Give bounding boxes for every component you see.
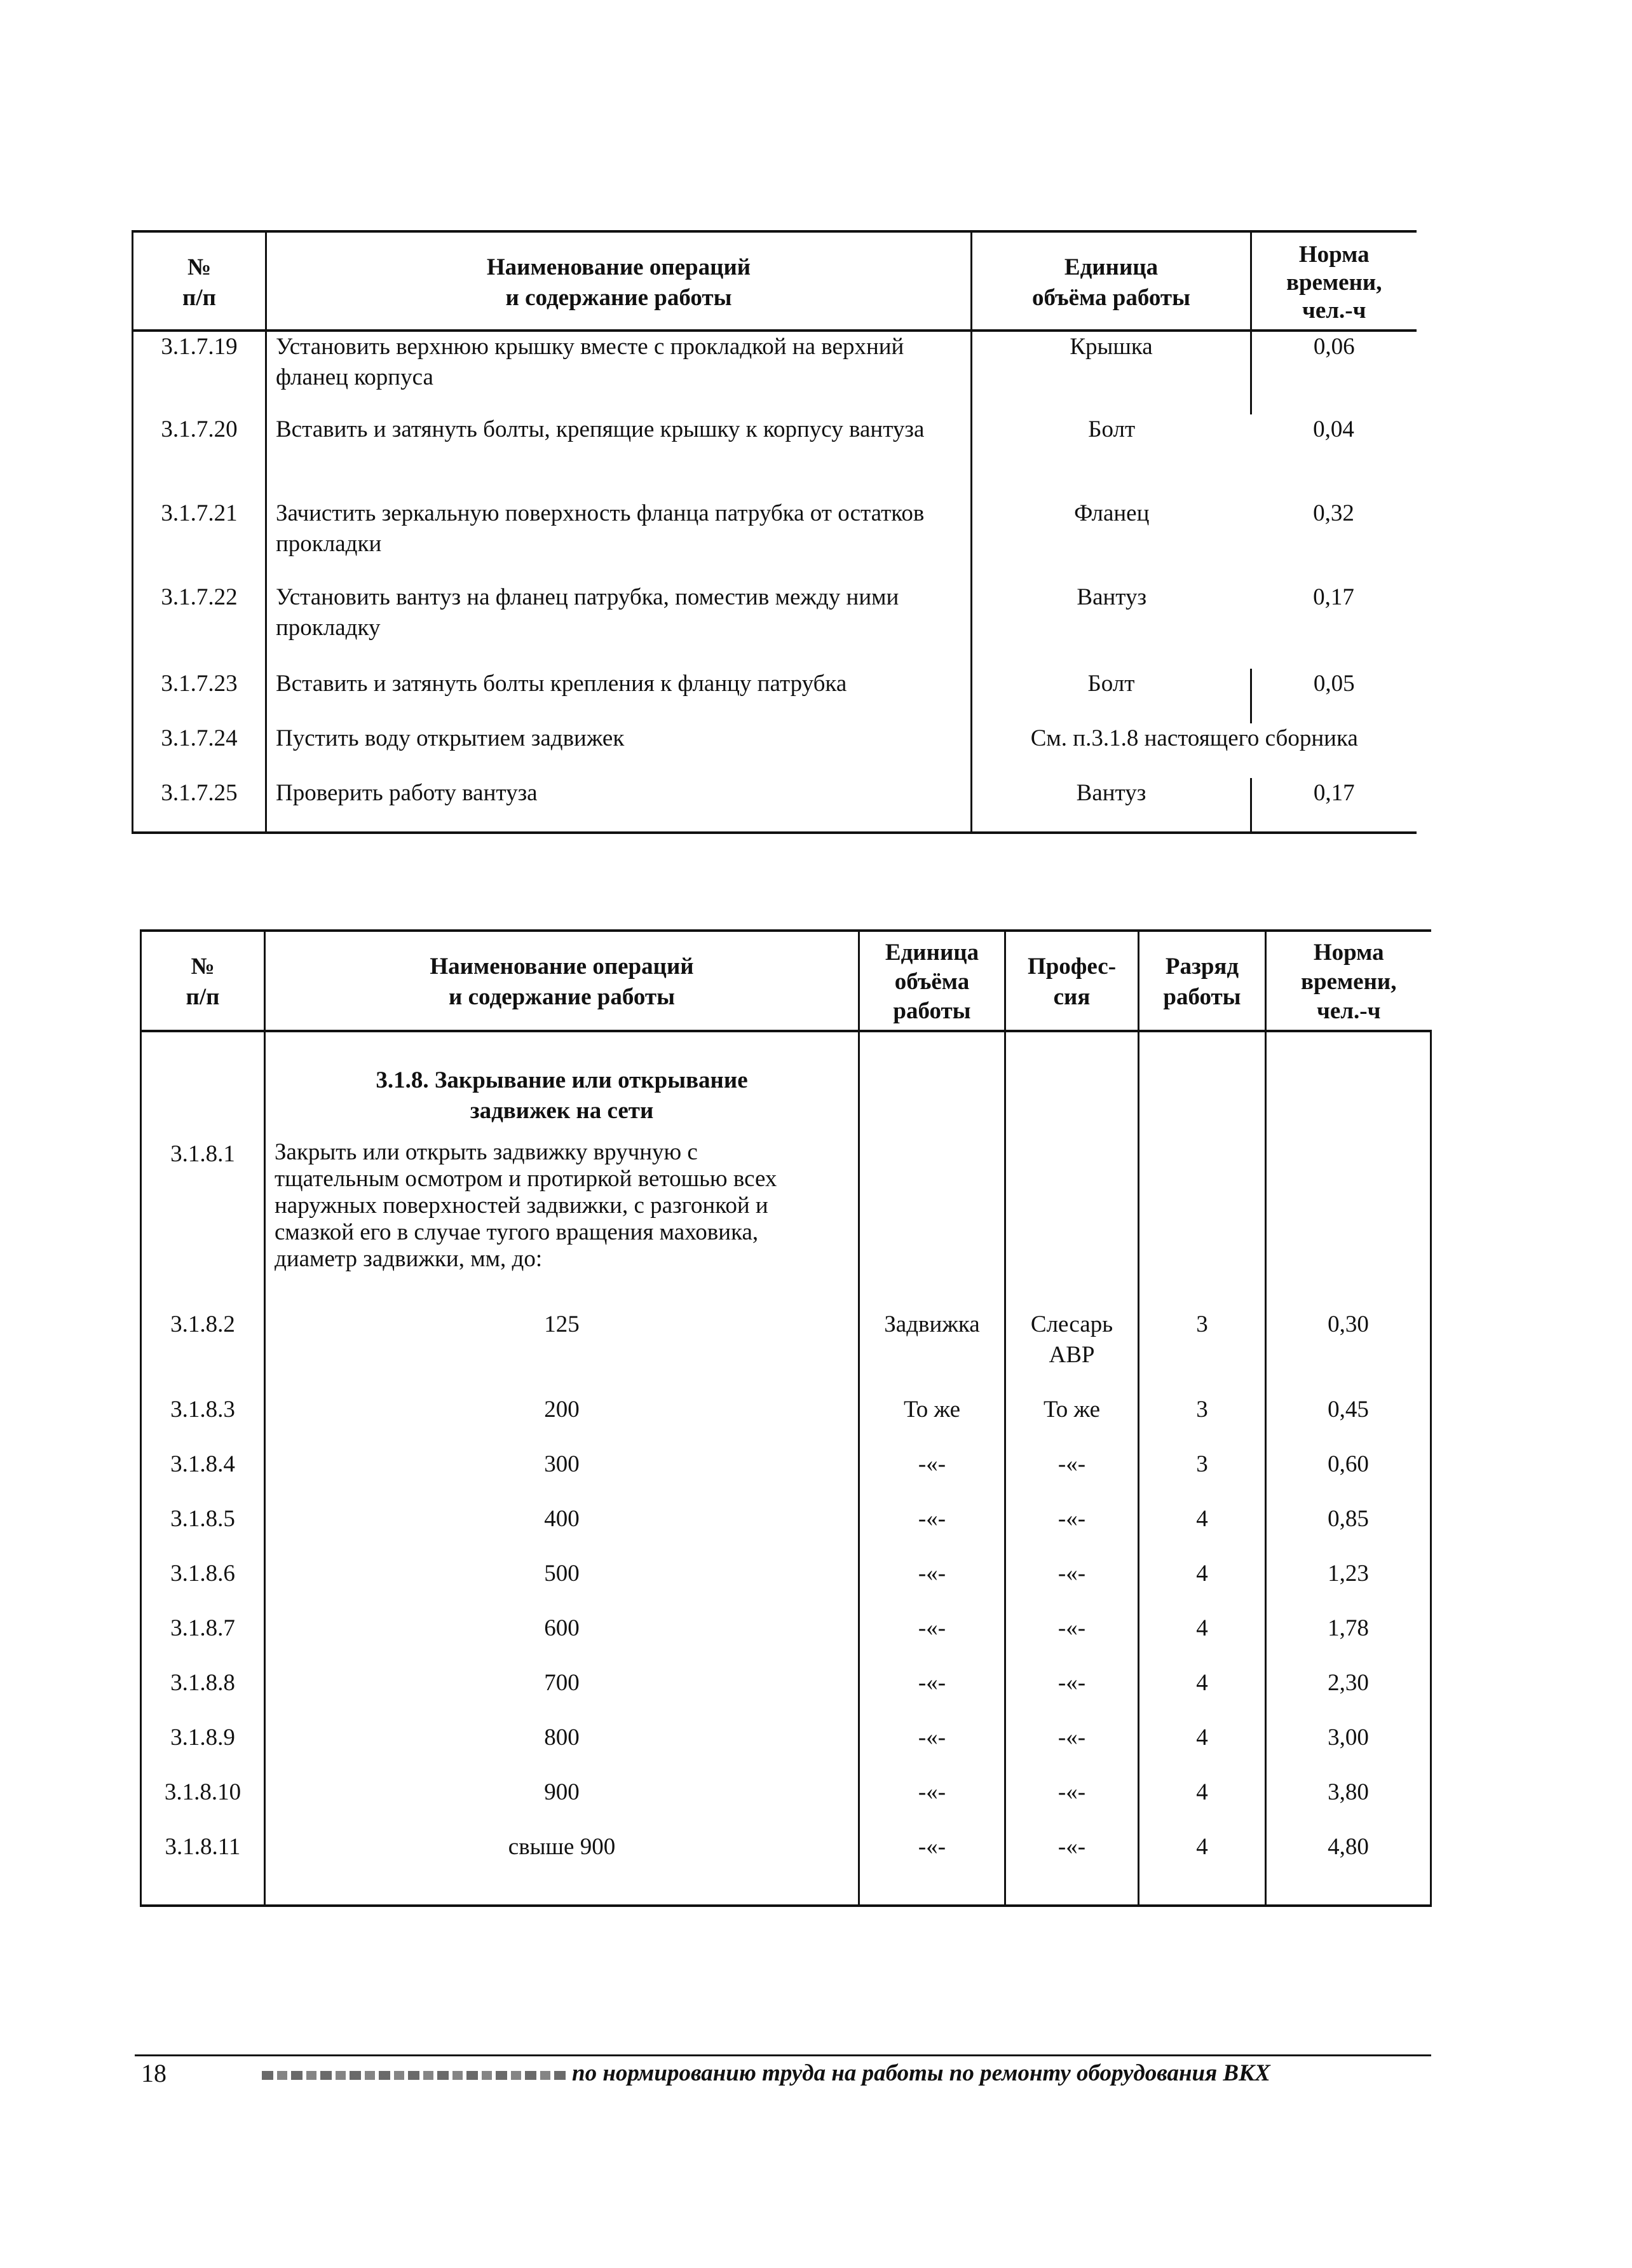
- unit-cell: -«-: [859, 1449, 1005, 1504]
- table-row: [141, 1139, 1431, 1309]
- row-number: 3.1.7.23: [133, 669, 266, 723]
- norm-cell: 0,45: [1266, 1395, 1431, 1449]
- table-row: [141, 1449, 1431, 1504]
- table-row: [133, 331, 1417, 414]
- unit-cell: -«-: [859, 1559, 1005, 1613]
- row-number: 3.1.8.2: [141, 1309, 265, 1395]
- row-number: 3.1.7.22: [133, 582, 266, 669]
- table-row: [133, 582, 1417, 669]
- norm-cell: 0,06: [1251, 331, 1417, 414]
- unit-cell: Болт: [972, 669, 1251, 723]
- grade-cell: 3: [1139, 1395, 1266, 1449]
- table-row: [141, 1668, 1431, 1723]
- row-number: 3.1.7.25: [133, 778, 266, 833]
- row-number: 3.1.8.6: [141, 1559, 265, 1613]
- diameter-cell: свыше 900: [265, 1832, 859, 1906]
- header-number: № п/п: [133, 231, 266, 331]
- unit-cell: -«-: [859, 1613, 1005, 1668]
- diameter-cell: 600: [265, 1613, 859, 1668]
- profession-cell: -«-: [1005, 1504, 1139, 1559]
- table-row: [133, 778, 1417, 833]
- section-row: [141, 1031, 1431, 1139]
- norm-cell: 0,60: [1266, 1449, 1431, 1504]
- table-row: [133, 669, 1417, 723]
- row-number: 3.1.7.19: [133, 331, 266, 414]
- footer-text: по нормированию труда на работы по ремонту оборудования ВКХ: [572, 2060, 1270, 2086]
- operation-text: Вставить и затянуть болты, крепящие крышку к корпусу вантуза: [266, 414, 972, 498]
- footer-rule: [135, 2054, 1431, 2056]
- unit-cell: Вантуз: [972, 778, 1251, 833]
- page-number: 18: [141, 2059, 167, 2087]
- row-number: 3.1.7.24: [133, 723, 266, 778]
- norm-cell: 1,78: [1266, 1613, 1431, 1668]
- row-number: 3.1.8.5: [141, 1504, 265, 1559]
- profession-cell: То же: [1005, 1395, 1139, 1449]
- unit-cell: -«-: [859, 1777, 1005, 1832]
- grade-cell: 4: [1139, 1504, 1266, 1559]
- grade-cell: 4: [1139, 1832, 1266, 1906]
- header-grade: Разряд работы: [1139, 931, 1266, 1031]
- diameter-cell: 125: [265, 1309, 859, 1395]
- diameter-cell: 800: [265, 1723, 859, 1777]
- grade-cell: 4: [1139, 1668, 1266, 1723]
- profession-cell: -«-: [1005, 1832, 1139, 1906]
- row-number: 3.1.7.20: [133, 414, 266, 498]
- table-row: [141, 1832, 1431, 1906]
- grade-cell: 4: [1139, 1559, 1266, 1613]
- unit-cell: Вантуз: [972, 582, 1251, 669]
- header-unit: Единица объёма работы: [972, 231, 1251, 331]
- header-number: № п/п: [141, 931, 265, 1031]
- row-number: 3.1.8.9: [141, 1723, 265, 1777]
- row-number: 3.1.8.3: [141, 1395, 265, 1449]
- table-row: [141, 1309, 1431, 1395]
- operations-table-2: [140, 929, 1432, 1907]
- unit-cell: Крышка: [972, 331, 1251, 414]
- norm-cell: 1,23: [1266, 1559, 1431, 1613]
- profession-cell: -«-: [1005, 1559, 1139, 1613]
- table-row: [141, 1723, 1431, 1777]
- header-time-norm: Норма времени, чел.-ч: [1251, 231, 1417, 331]
- table2-header-row: [141, 931, 1431, 1031]
- table-row: [141, 1504, 1431, 1559]
- norm-cell: 0,17: [1313, 584, 1354, 610]
- norm-cell: 0,04: [1313, 416, 1354, 442]
- table-row: [133, 498, 1417, 582]
- norm-cell: 4,80: [1266, 1832, 1431, 1906]
- table-row: [141, 1559, 1431, 1613]
- norm-cell: 0,85: [1266, 1504, 1431, 1559]
- operations-table-1: [132, 230, 1417, 834]
- profession-cell: -«-: [1005, 1777, 1139, 1832]
- section-title: 3.1.8. Закрывание или открывание задвижек на сети: [265, 1031, 859, 1139]
- unit-cell: Задвижка: [859, 1309, 1005, 1395]
- unit-cell: -«-: [859, 1723, 1005, 1777]
- unit-cell: -«-: [859, 1668, 1005, 1723]
- header-profession: Профес- сия: [1005, 931, 1139, 1031]
- unit-cell: Фланец: [972, 498, 1251, 582]
- header-time-norm: Норма времени, чел.-ч: [1266, 931, 1431, 1031]
- diameter-cell: 300: [265, 1449, 859, 1504]
- table-row: [133, 723, 1417, 778]
- header-unit: Единица объёма работы: [859, 931, 1005, 1031]
- grade-cell: 3: [1139, 1309, 1266, 1395]
- unit-cell: То же: [859, 1395, 1005, 1449]
- row-number: 3.1.8.7: [141, 1613, 265, 1668]
- table-row: [141, 1777, 1431, 1832]
- grade-cell: 4: [1139, 1723, 1266, 1777]
- diameter-cell: 700: [265, 1668, 859, 1723]
- profession-cell: -«-: [1005, 1613, 1139, 1668]
- norm-cell: 0,05: [1251, 669, 1417, 723]
- row-number: 3.1.8.8: [141, 1668, 265, 1723]
- norm-cell: 0,32: [1313, 500, 1354, 526]
- row-number: 3.1.7.21: [133, 498, 266, 582]
- row-number: 3.1.8.11: [141, 1832, 265, 1906]
- unit-cell: -«-: [859, 1832, 1005, 1906]
- unit-cell: Болт: [972, 414, 1251, 498]
- header-operation-name: Наименование операций и содержание работы: [266, 231, 972, 331]
- norm-cell: 0,30: [1266, 1309, 1431, 1395]
- grade-cell: 4: [1139, 1613, 1266, 1668]
- norm-cell: 3,80: [1266, 1777, 1431, 1832]
- row-number: 3.1.8.10: [141, 1777, 265, 1832]
- diameter-cell: 400: [265, 1504, 859, 1559]
- table1-header-row: [133, 231, 1417, 331]
- diameter-cell: 200: [265, 1395, 859, 1449]
- footer-smudged-text: [262, 2071, 566, 2080]
- diameter-cell: 900: [265, 1777, 859, 1832]
- grade-cell: 3: [1139, 1449, 1266, 1504]
- table-row: [133, 414, 1417, 498]
- row-number: 3.1.8.1: [141, 1139, 265, 1309]
- row-number: 3.1.8.4: [141, 1449, 265, 1504]
- profession-cell: Слесарь АВР: [1005, 1309, 1139, 1395]
- operation-text: Установить верхнюю крышку вместе с прокладкой на верхний фланец корпуса: [266, 331, 972, 414]
- header-operation-name: Наименование операций и содержание работы: [265, 931, 859, 1031]
- operation-text: Вставить и затянуть болты крепления к фланцу патрубка: [266, 669, 972, 723]
- operation-text: Зачистить зеркальную поверхность фланца патрубка от остатков прокладки: [266, 498, 972, 582]
- operation-text: Пустить воду открытием задвижек: [266, 723, 972, 778]
- grade-cell: 4: [1139, 1777, 1266, 1832]
- operation-text: Закрыть или открыть задвижку вручную с тщательным осмотром и протиркой ветошью всех наружных поверхностей задвижки, с разгонкой и смазкой его в случае тугого вращения маховика, диаметр задвижки, мм, до:: [265, 1139, 859, 1309]
- norm-cell: 2,30: [1266, 1668, 1431, 1723]
- norm-cell: 0,17: [1251, 778, 1417, 833]
- profession-cell: -«-: [1005, 1668, 1139, 1723]
- operation-text: Проверить работу вантуза: [266, 778, 972, 833]
- norm-cell: 3,00: [1266, 1723, 1431, 1777]
- unit-cell: -«-: [859, 1504, 1005, 1559]
- profession-cell: -«-: [1005, 1723, 1139, 1777]
- diameter-cell: 500: [265, 1559, 859, 1613]
- operation-text: Установить вантуз на фланец патрубка, поместив между ними прокладку: [266, 582, 972, 669]
- profession-cell: -«-: [1005, 1449, 1139, 1504]
- see-reference: См. п.3.1.8 настоящего сборника: [972, 723, 1417, 778]
- table-row: [141, 1613, 1431, 1668]
- table-row: [141, 1395, 1431, 1449]
